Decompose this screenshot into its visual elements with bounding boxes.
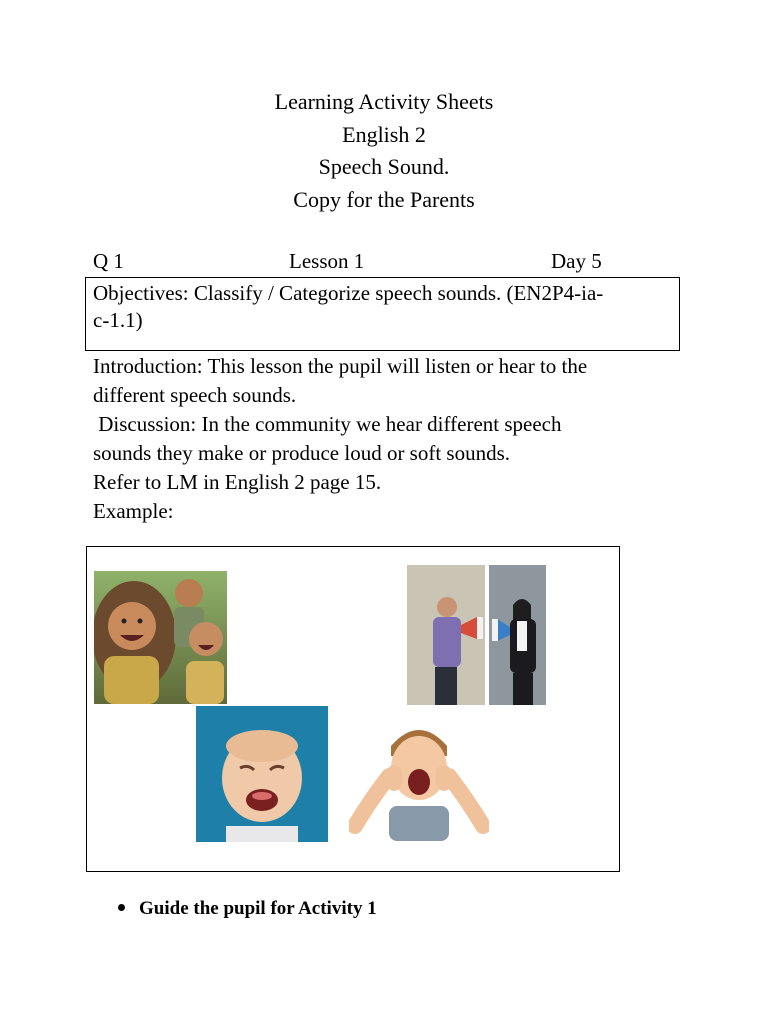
megaphone-people-photo: [407, 565, 546, 705]
document-title-block: [0, 86, 768, 216]
bullet-icon: [118, 904, 125, 911]
lesson-body: [93, 352, 673, 526]
refer-line: Refer to LM in English 2 page 15.: [93, 470, 382, 494]
laughing-children-photo: [94, 571, 227, 704]
shouting-boy-photo: [349, 706, 489, 841]
objectives-box: [85, 277, 680, 351]
title-line-3: Speech Sound.: [318, 154, 450, 179]
lesson-label: Lesson 1: [289, 249, 365, 273]
title-line-2: English 2: [342, 121, 426, 147]
example-label: Example:: [93, 499, 174, 523]
introduction-line-1: Introduction: This lesson the pupil will listen or hear to the: [93, 354, 588, 378]
title-line-1: Learning Activity Sheets: [274, 89, 494, 114]
introduction-line-2: different speech sounds.: [93, 383, 297, 407]
discussion-line-2: sounds they make or produce loud or soft sounds.: [93, 441, 511, 465]
crying-baby-photo: [196, 706, 328, 842]
discussion-line-1: Discussion: In the community we hear different speech: [93, 412, 562, 436]
quarter-label: Q 1: [93, 249, 124, 273]
activity-bullet: [118, 896, 377, 922]
title-line-4: Copy for the Parents: [293, 186, 475, 212]
objectives-line-1: Objectives: Classify / Categorize speech sounds. (EN2P4-ia-: [93, 281, 604, 305]
day-label: Day 5: [551, 249, 602, 273]
example-images-frame: [86, 546, 620, 872]
activity-bullet-text: Guide the pupil for Activity 1: [139, 898, 377, 919]
objectives-line-2: c-1.1): [93, 308, 143, 332]
